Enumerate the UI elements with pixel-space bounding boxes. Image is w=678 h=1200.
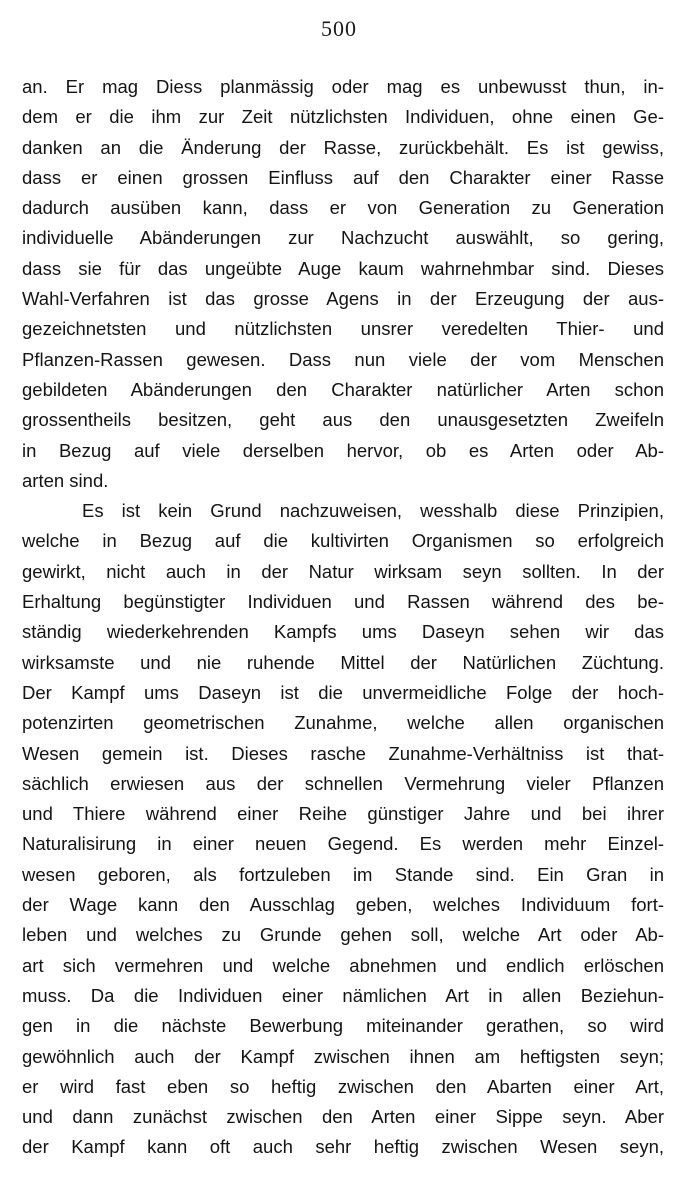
text-line: ständig wiederkehrenden Kampfs ums Daseyn sehen wir das <box>22 621 664 643</box>
text-line: Pflanzen-Rassen gewesen. Dass nun viele der vom Menschen <box>22 348 664 370</box>
text-line: gezeichnetsten und nützlichsten unsrer veredelten Thier- und <box>22 318 664 340</box>
text-line: welche in Bezug auf die kultivirten Organismen so erfolgreich <box>22 530 664 552</box>
text-line: Es ist kein Grund nachzuweisen, wesshalb diese Prinzipien, <box>82 500 664 522</box>
text-line: und dann zunächst zwischen den Arten einer Sippe seyn. Aber <box>22 1106 664 1128</box>
text-line: potenzirten geometrischen Zunahme, welche allen organischen <box>22 712 664 734</box>
text-line: er wird fast eben so heftig zwischen den Abarten einer Art, <box>22 1075 664 1097</box>
text-line: gebildeten Abänderungen den Charakter natürlicher Arten schon <box>22 378 664 400</box>
paragraph <box>22 496 664 1163</box>
text-line: gewirkt, nicht auch in der Natur wirksam seyn sollten. In der <box>22 560 664 582</box>
text-line: grossentheils besitzen, geht aus den unausgesetzten Zweifeln <box>22 409 664 431</box>
paragraph <box>22 72 664 496</box>
text-line: Erhaltung begünstigter Individuen und Rassen während des be- <box>22 591 664 613</box>
text-line: Naturalisirung in einer neuen Gegend. Es werden mehr Einzel- <box>22 833 664 855</box>
page-number: 500 <box>321 16 357 41</box>
body-text <box>22 72 664 1163</box>
text-line: leben und welches zu Grunde gehen soll, welche Art oder Ab- <box>22 924 664 946</box>
text-line: Der Kampf ums Daseyn ist die unvermeidliche Folge der hoch- <box>22 681 664 703</box>
text-line: an. Er mag Diess planmässig oder mag es unbewusst thun, in- <box>22 76 664 97</box>
text-line: arten sind. <box>22 469 109 491</box>
text-line: danken an die Änderung der Rasse, zurückbehält. Es ist gewiss, <box>22 136 664 158</box>
text-line: individuelle Abänderungen zur Nachzucht auswählt, so gering, <box>22 227 664 249</box>
text-line: der Wage kann den Ausschlag geben, welches Individuum fort- <box>22 894 664 916</box>
text-line: sächlich erwiesen aus der schnellen Vermehrung vieler Pflanzen <box>22 772 664 794</box>
text-line: gen in die nächste Bewerbung miteinander gerathen, so wird <box>22 1015 664 1037</box>
text-line: Wahl-Verfahren ist das grosse Agens in der Erzeugung der aus- <box>22 288 664 310</box>
text-line: dadurch ausüben kann, dass er von Generation zu Generation <box>22 197 664 219</box>
text-line: dass sie für das ungeübte Auge kaum wahrnehmbar sind. Dieses <box>22 257 664 279</box>
text-line: gewöhnlich auch der Kampf zwischen ihnen am heftigsten seyn; <box>22 1045 664 1067</box>
text-line: art sich vermehren und welche abnehmen und endlich erlöschen <box>22 954 664 976</box>
text-line: der Kampf kann oft auch sehr heftig zwischen Wesen seyn, <box>22 1136 664 1158</box>
text-line: muss. Da die Individuen einer nämlichen Art in allen Beziehun- <box>22 984 664 1006</box>
text-line: dass er einen grossen Einfluss auf den Charakter einer Rasse <box>22 166 664 188</box>
text-line: und Thiere während einer Reihe günstiger Jahre und bei ihrer <box>22 803 664 825</box>
text-line: wirksamste und nie ruhende Mittel der Natürlichen Züchtung. <box>22 651 664 673</box>
text-line: wesen geboren, als fortzuleben im Stande sind. Ein Gran in <box>22 863 664 885</box>
text-line: in Bezug auf viele derselben hervor, ob es Arten oder Ab- <box>22 439 664 461</box>
text-line: Wesen gemein ist. Dieses rasche Zunahme-Verhältniss ist that- <box>22 742 664 764</box>
text-line: dem er die ihm zur Zeit nützlichsten Individuen, ohne einen Ge- <box>22 106 664 128</box>
